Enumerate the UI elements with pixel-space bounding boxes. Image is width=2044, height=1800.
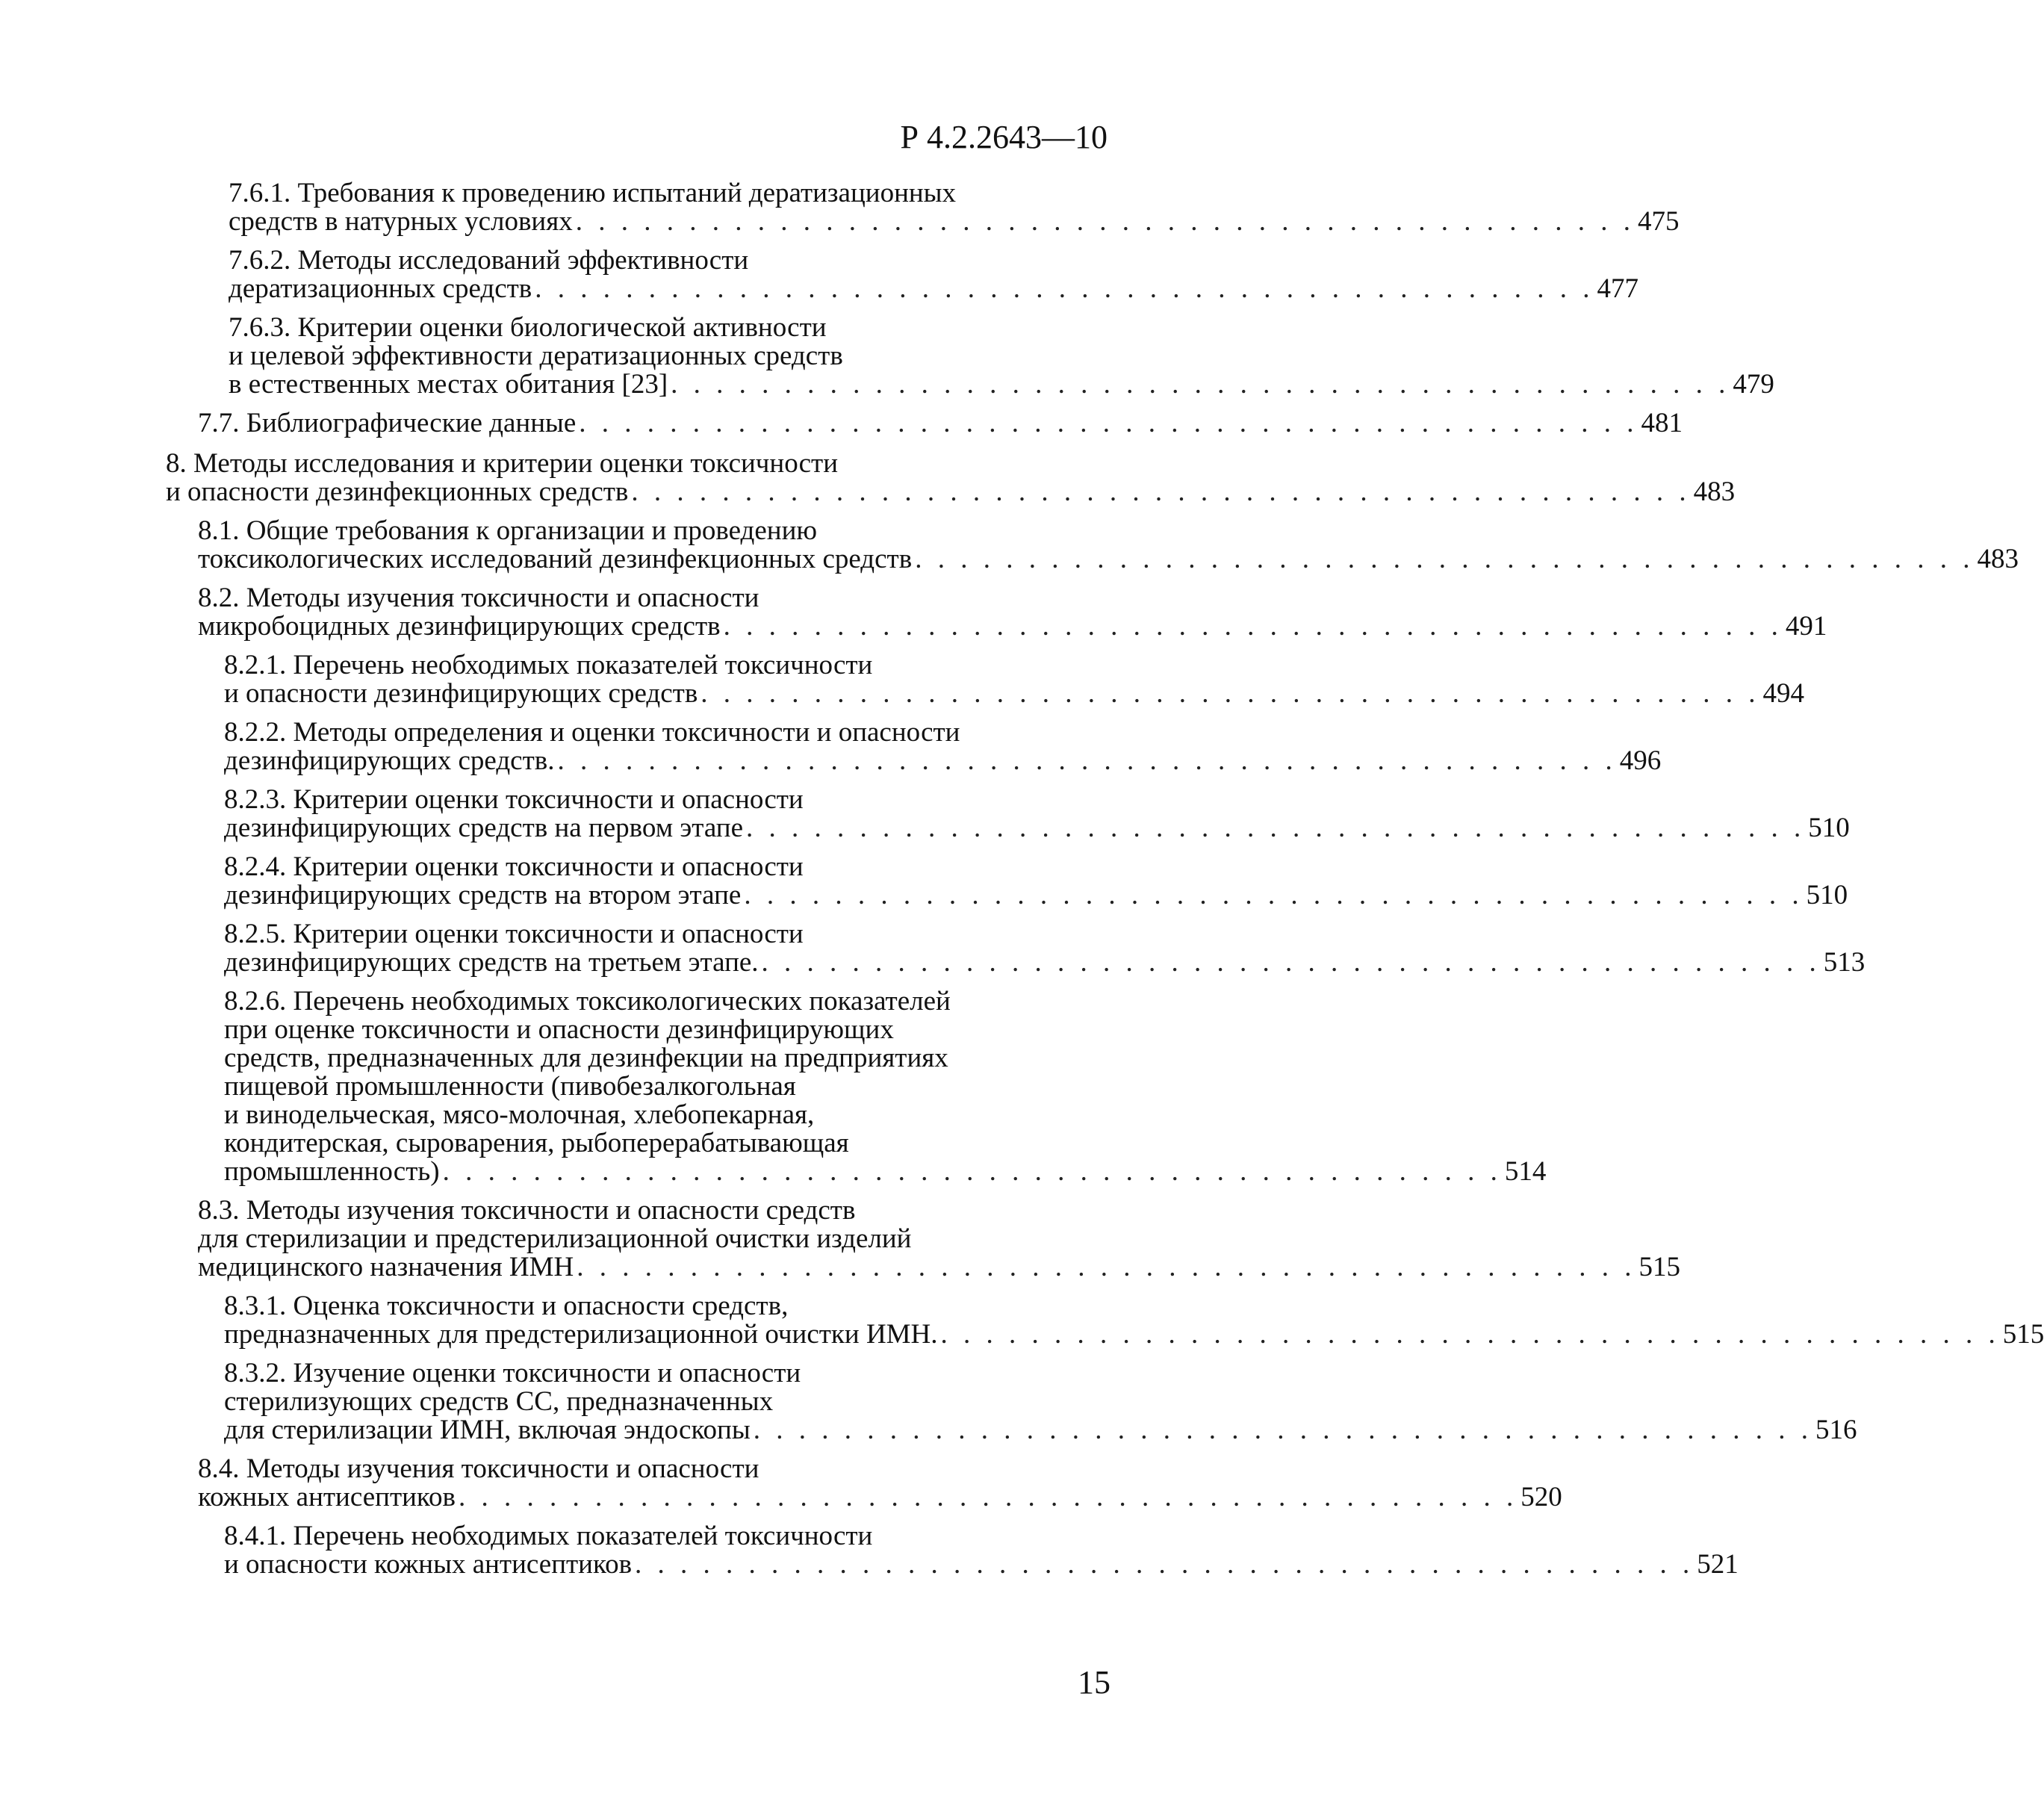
toc-entry-title-end: дезинфицирующих средств на втором этапе: [224, 880, 742, 910]
toc-page-number: 510: [1806, 880, 1848, 910]
toc-entry-8-2-3: [224, 784, 1850, 843]
leader-dots: . . . . . . . . . . . . . . . . . . . . . . . . . . . . . . . . . . . . . . . . . . . . . . .: [579, 408, 1638, 438]
toc-entry-title-end: предназначенных для предстерилизационной очистки ИМН.: [224, 1319, 938, 1350]
toc-entry-line: 8.1. Общие требования к организации и проведению: [198, 515, 818, 546]
toc-entry-line: стерилизующих средств СС, предназначенных: [224, 1386, 774, 1417]
toc-entry-title-end: токсикологических исследований дезинфекционных средств: [198, 544, 913, 574]
leader-dots: . . . . . . . . . . . . . . . . . . . . . . . . . . . . . . . . . . . . . . . . . . . . . . .: [723, 611, 1783, 642]
toc-entry-title-end: для стерилизации ИМН, включая эндоскопы: [224, 1415, 751, 1445]
toc-entry-8-3: [198, 1195, 1680, 1282]
toc-page-number: 515: [1638, 1252, 1680, 1282]
toc-page-number: 475: [1638, 206, 1680, 237]
toc-page-number: 521: [1697, 1549, 1739, 1580]
toc-page-number: 510: [1808, 813, 1850, 843]
toc-entry-8-2: [198, 583, 1827, 642]
leader-dots: . . . . . . . . . . . . . . . . . . . . . . . . . . . . . . . . . . . . . . . . . . . . . . .: [671, 369, 1730, 400]
page-number: 15: [1078, 1664, 1110, 1701]
toc-entry-line: 8.3.1. Оценка токсичности и опасности средств,: [224, 1291, 789, 1321]
toc-entry-title-end: дезинфицирующих средств на первом этапе: [224, 813, 744, 843]
toc-entry-line: 8.2.1. Перечень необходимых показателей токсичности: [224, 650, 873, 680]
toc-entry-line: 8.2. Методы изучения токсичности и опасности: [198, 583, 759, 613]
toc-entry-title-end: в естественных местах обитания [23]: [229, 369, 668, 400]
toc-entry-8-1: [198, 515, 2019, 574]
toc-page-number: 479: [1733, 369, 1774, 400]
toc-page-number: 514: [1504, 1156, 1547, 1187]
toc-entry-line: при оценке токсичности и опасности дезинфицирующих: [224, 1014, 894, 1045]
toc-entry-title-end: дератизационных средств: [229, 273, 532, 304]
toc-entry-title-end: и опасности дезинфицирующих средств: [224, 678, 698, 709]
toc-page-number: 513: [1823, 947, 1866, 978]
leader-dots: . . . . . . . . . . . . . . . . . . . . . . . . . . . . . . . . . . . . . . . . . . . . . . .: [761, 947, 1821, 978]
toc-entry-8-4: [198, 1453, 1562, 1512]
toc-page-number: 491: [1785, 611, 1827, 642]
toc-entry-line: 8.2.3. Критерии оценки токсичности и опасности: [224, 784, 804, 815]
leader-dots: . . . . . . . . . . . . . . . . . . . . . . . . . . . . . . . . . . . . . . . . . . . . . . .: [577, 1252, 1636, 1282]
toc-entry-line: кондитерская, сыроварения, рыбоперерабатывающая: [224, 1128, 849, 1158]
toc-entry-title-end: промышленность): [224, 1156, 440, 1187]
toc-entry-line: 8.4.1. Перечень необходимых показателей токсичности: [224, 1521, 873, 1551]
toc-page-number: 477: [1597, 273, 1639, 304]
leader-dots: . . . . . . . . . . . . . . . . . . . . . . . . . . . . . . . . . . . . . . . . . . . . . . .: [535, 273, 1594, 304]
leader-dots: . . . . . . . . . . . . . . . . . . . . . . . . . . . . . . . . . . . . . . . . . . . . . . .: [753, 1415, 1812, 1445]
toc-entry-7-6-2: [229, 245, 1639, 304]
toc-page-number: 516: [1815, 1415, 1857, 1445]
toc-entry-line: 8.2.5. Критерии оценки токсичности и опасности: [224, 919, 804, 949]
toc-entry-line: для стерилизации и предстерилизационной очистки изделий: [198, 1223, 912, 1254]
toc-entry-8: [166, 448, 1736, 507]
leader-dots: . . . . . . . . . . . . . . . . . . . . . . . . . . . . . . . . . . . . . . . . . . . . . . .: [701, 678, 1760, 709]
toc-entry-title-end: 7.7. Библиографические данные: [198, 408, 577, 438]
toc-entry-title-end: дезинфицирующих средств на третьем этапе.: [224, 947, 759, 978]
toc-page-number: 494: [1762, 678, 1805, 709]
toc-page-number: 496: [1619, 745, 1662, 776]
toc-entry-line: 7.6.1. Требования к проведению испытаний дератизационных: [229, 178, 957, 208]
leader-dots: . . . . . . . . . . . . . . . . . . . . . . . . . . . . . . . . . . . . . . . . . . . . . . .: [557, 745, 1617, 776]
leader-dots: . . . . . . . . . . . . . . . . . . . . . . . . . . . . . . . . . . . . . . . . . . . . . . .: [746, 813, 1806, 843]
toc-page-number: 483: [1693, 477, 1736, 507]
leader-dots: . . . . . . . . . . . . . . . . . . . . . . . . . . . . . . . . . . . . . . . . . . . . . . .: [631, 477, 1691, 507]
toc-entry-line: средств, предназначенных для дезинфекции на предприятиях: [224, 1043, 948, 1073]
toc-entry-7-6-3: [229, 312, 1774, 400]
toc-entry-line: 8. Методы исследования и критерии оценки токсичности: [166, 448, 839, 479]
table-of-contents: [0, 178, 2044, 1589]
toc-entry-8-4-1: [224, 1521, 1739, 1580]
toc-entry-line: 7.6.2. Методы исследований эффективности: [229, 245, 749, 276]
document-code: Р 4.2.2643—10: [900, 119, 1108, 155]
toc-page-number: 515: [2002, 1319, 2044, 1350]
toc-entry-7-6-1: [229, 178, 1680, 237]
leader-dots: . . . . . . . . . . . . . . . . . . . . . . . . . . . . . . . . . . . . . . . . . . . . . . .: [442, 1156, 1502, 1187]
toc-entry-line: 8.2.6. Перечень необходимых токсикологических показателей: [224, 986, 951, 1017]
toc-entry-title-end: медицинского назначения ИМН: [198, 1252, 574, 1282]
leader-dots: . . . . . . . . . . . . . . . . . . . . . . . . . . . . . . . . . . . . . . . . . . . . . . .: [635, 1549, 1694, 1580]
toc-entry-line: 8.3. Методы изучения токсичности и опасности средств: [198, 1195, 856, 1226]
toc-entry-8-2-1: [224, 650, 1805, 709]
toc-entry-line: 8.4. Методы изучения токсичности и опасности: [198, 1453, 759, 1484]
toc-entry-line: пищевой промышленности (пивобезалкогольная: [224, 1071, 796, 1102]
toc-entry-line: 8.2.2. Методы определения и оценки токсичности и опасности: [224, 717, 960, 748]
toc-entry-title-end: средств в натурных условиях: [229, 206, 573, 237]
toc-entry-title-end: микробоцидных дезинфицирующих средств: [198, 611, 721, 642]
toc-entry-line: 8.2.4. Критерии оценки токсичности и опасности: [224, 851, 804, 882]
toc-entry-line: и целевой эффективности дератизационных средств: [229, 341, 843, 371]
leader-dots: . . . . . . . . . . . . . . . . . . . . . . . . . . . . . . . . . . . . . . . . . . . . . . .: [940, 1319, 2000, 1350]
toc-entry-title-end: дезинфицирующих средств.: [224, 745, 555, 776]
toc-entry-title-end: и опасности кожных антисептиков: [224, 1549, 633, 1580]
toc-page-number: 520: [1520, 1482, 1562, 1512]
leader-dots: . . . . . . . . . . . . . . . . . . . . . . . . . . . . . . . . . . . . . . . . . . . . . . .: [915, 544, 1975, 574]
toc-entry-line: 7.6.3. Критерии оценки биологической активности: [229, 312, 827, 343]
leader-dots: . . . . . . . . . . . . . . . . . . . . . . . . . . . . . . . . . . . . . . . . . . . . . . .: [744, 880, 1804, 910]
leader-dots: . . . . . . . . . . . . . . . . . . . . . . . . . . . . . . . . . . . . . . . . . . . . . . .: [575, 206, 1635, 237]
leader-dots: . . . . . . . . . . . . . . . . . . . . . . . . . . . . . . . . . . . . . . . . . . . . . . .: [458, 1482, 1518, 1512]
toc-entry-line: и винодельческая, мясо-молочная, хлебопекарная,: [224, 1099, 815, 1130]
toc-page-number: 481: [1641, 408, 1683, 438]
toc-entry-title-end: и опасности дезинфекционных средств: [166, 477, 629, 507]
toc-entry-8-2-4: [224, 851, 1848, 910]
toc-entry-line: 8.3.2. Изучение оценки токсичности и опасности: [224, 1358, 801, 1388]
toc-entry-8-2-5: [224, 919, 1866, 978]
toc-entry-8-3-1: [224, 1291, 2044, 1350]
toc-entry-title-end: кожных антисептиков: [198, 1482, 456, 1512]
toc-entry-7-7: [198, 408, 1683, 438]
toc-entry-8-2-6: [224, 986, 1547, 1187]
toc-entry-8-2-2: [224, 717, 1662, 776]
toc-entry-8-3-2: [224, 1358, 1857, 1445]
toc-page-number: 483: [1977, 544, 2019, 574]
